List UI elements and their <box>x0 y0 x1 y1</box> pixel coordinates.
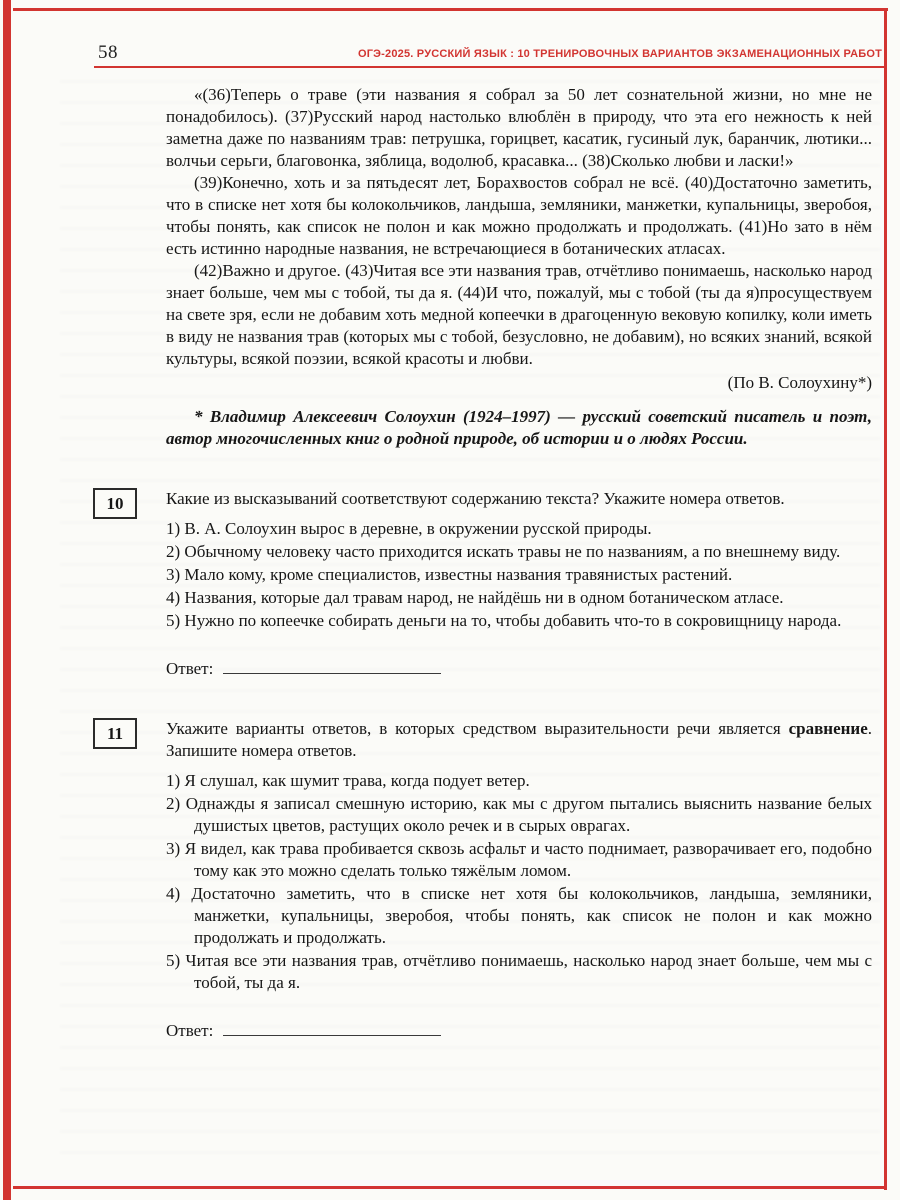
option-text: Достаточно заметить, что в списке нет хотя бы колокольчиков, ландыша, земляники, манжетки, купальницы, зверобоя, чтобы понять, как список не полон и как можно продолжать и продолжать. <box>191 884 872 947</box>
passage-paragraph: «(36)Теперь о траве (эти названия я собрал за 50 лет сознательной жизни, но мне не понадобилось). (37)Русский народ настолько влюблён в природу, что эта его нежность к ней заметна даже по названиям трав: петрушка, горицвет, касатик, гусиный лук, баранчик, лютики... волчьи серьги, благовонка, зяблица, водолюб, красавка... (38)Сколько любви и ласки!» <box>166 85 872 170</box>
task-option <box>166 838 872 882</box>
page-frame-top <box>13 8 888 11</box>
option-number: 1) <box>166 519 181 538</box>
option-text: Однажды я записал смешную историю, как мы с другом пытались выяснить название белых душистых цветов, растущих около речек и в сырых оврагах. <box>185 794 873 835</box>
task-option <box>166 564 872 586</box>
passage-paragraph: (42)Важно и другое. (43)Читая все эти названия трав, отчётливо понимаешь, насколько народ знает больше, чем мы с тобой, ты да я. (44)И что, пожалуй, мы с тобой (ты да я)просуществуем на свете зря, если не добавим хоть медной копеечки в драгоценную вековую копилку, коли иметь в виду не названия трав (которых мы с тобой, безусловно, не добавим), но всяких знаний, всякой культуры, всякой поэзии, всякой красоты и любви. <box>166 261 872 368</box>
option-text: Мало кому, кроме специалистов, известны названия травянистых растений. <box>184 565 733 584</box>
option-text: Я слушал, как шумит трава, когда подует ветер. <box>184 771 530 790</box>
task-prompt: Какие из высказываний соответствуют содержанию текста? Укажите номера ответов. <box>166 489 785 508</box>
page-header <box>0 40 900 66</box>
option-text: Я видел, как трава пробивается сквозь асфальт и часто поднимает, разворачивает его, подобно тому как это можно сделать только тяжёлым ломом. <box>184 839 872 880</box>
passage-paragraph: (39)Конечно, хоть и за пятьдесят лет, Борахвостов собрал не всё. (40)Достаточно заметить, что в списке нет хотя бы колокольчиков, ландыша, земляники, манжетки, купальницы, зверобоя, чтобы понять, как список не полон и как можно продолжать и продолжать. (41)Но зато в нём есть истинно народные названия, не встречающиеся в ботанических атласах. <box>166 173 872 258</box>
task-option <box>166 541 872 563</box>
task-options <box>166 518 872 632</box>
option-number: 2) <box>166 794 181 813</box>
answer-line <box>166 658 872 680</box>
answer-label: Ответ: <box>166 1021 214 1040</box>
task-options <box>166 770 872 994</box>
running-head: ОГЭ-2025. РУССКИЙ ЯЗЫК : 10 ТРЕНИРОВОЧНЫХ ВАРИАНТОВ ЭКЗАМЕНАЦИОННЫХ РАБОТ <box>357 48 882 60</box>
option-number: 3) <box>166 565 181 584</box>
option-text: Обычному человеку часто приходится искать травы не по названиям, а по внешнему виду. <box>184 542 841 561</box>
prompt-bold-term: сравнение <box>788 719 868 738</box>
task-option <box>166 793 872 837</box>
task-option <box>166 950 872 994</box>
task-option <box>166 883 872 949</box>
page-frame-right <box>884 8 887 1190</box>
option-text: В. А. Солоухин вырос в деревне, в окружении русской природы. <box>184 519 652 538</box>
task-number-box: 10 <box>93 488 137 519</box>
page-frame-bottom <box>13 1186 887 1189</box>
option-text: Читая все эти названия трав, отчётливо понимаешь, насколько народ знает больше, чем мы с тобой, ты да я. <box>185 951 873 992</box>
answer-blank <box>223 659 441 674</box>
option-number: 4) <box>166 588 181 607</box>
prompt-text: . Запишите номера ответов. <box>166 719 872 760</box>
task-number-box: 11 <box>93 718 137 749</box>
task-option <box>166 770 872 792</box>
option-text: Нужно по копеечке собирать деньги на то, чтобы добавить что-то в сокровищницу народа. <box>184 611 842 630</box>
task-prompt <box>166 718 872 762</box>
answer-blank <box>223 1021 441 1036</box>
task-10 <box>106 488 872 680</box>
answer-line <box>166 1020 872 1042</box>
page-content <box>106 84 873 1042</box>
prompt-text: Укажите варианты ответов, в которых средством выразительности речи является <box>166 719 789 738</box>
option-number: 3) <box>166 839 181 858</box>
task-option <box>166 610 872 632</box>
header-rule <box>94 66 884 68</box>
option-number: 1) <box>166 771 181 790</box>
passage-attribution: (По В. Солоухину*) <box>727 373 872 392</box>
task-option <box>166 587 872 609</box>
page-number: 58 <box>98 42 118 63</box>
option-number: 5) <box>166 951 181 970</box>
option-number: 5) <box>166 611 181 630</box>
option-number: 2) <box>166 542 181 561</box>
option-text: Названия, которые дал травам народ, не найдёшь ни в одном ботаническом атласе. <box>184 588 784 607</box>
task-11 <box>106 718 873 1042</box>
answer-label: Ответ: <box>166 659 214 678</box>
option-number: 4) <box>166 884 181 903</box>
task-option <box>166 518 872 540</box>
author-footnote: * Владимир Алексеевич Солоухин (1924–1997) — русский советский писатель и поэт, автор многочисленных книг о родной природе, об истории и о людях России. <box>166 407 872 448</box>
page-frame-left <box>3 0 11 1200</box>
